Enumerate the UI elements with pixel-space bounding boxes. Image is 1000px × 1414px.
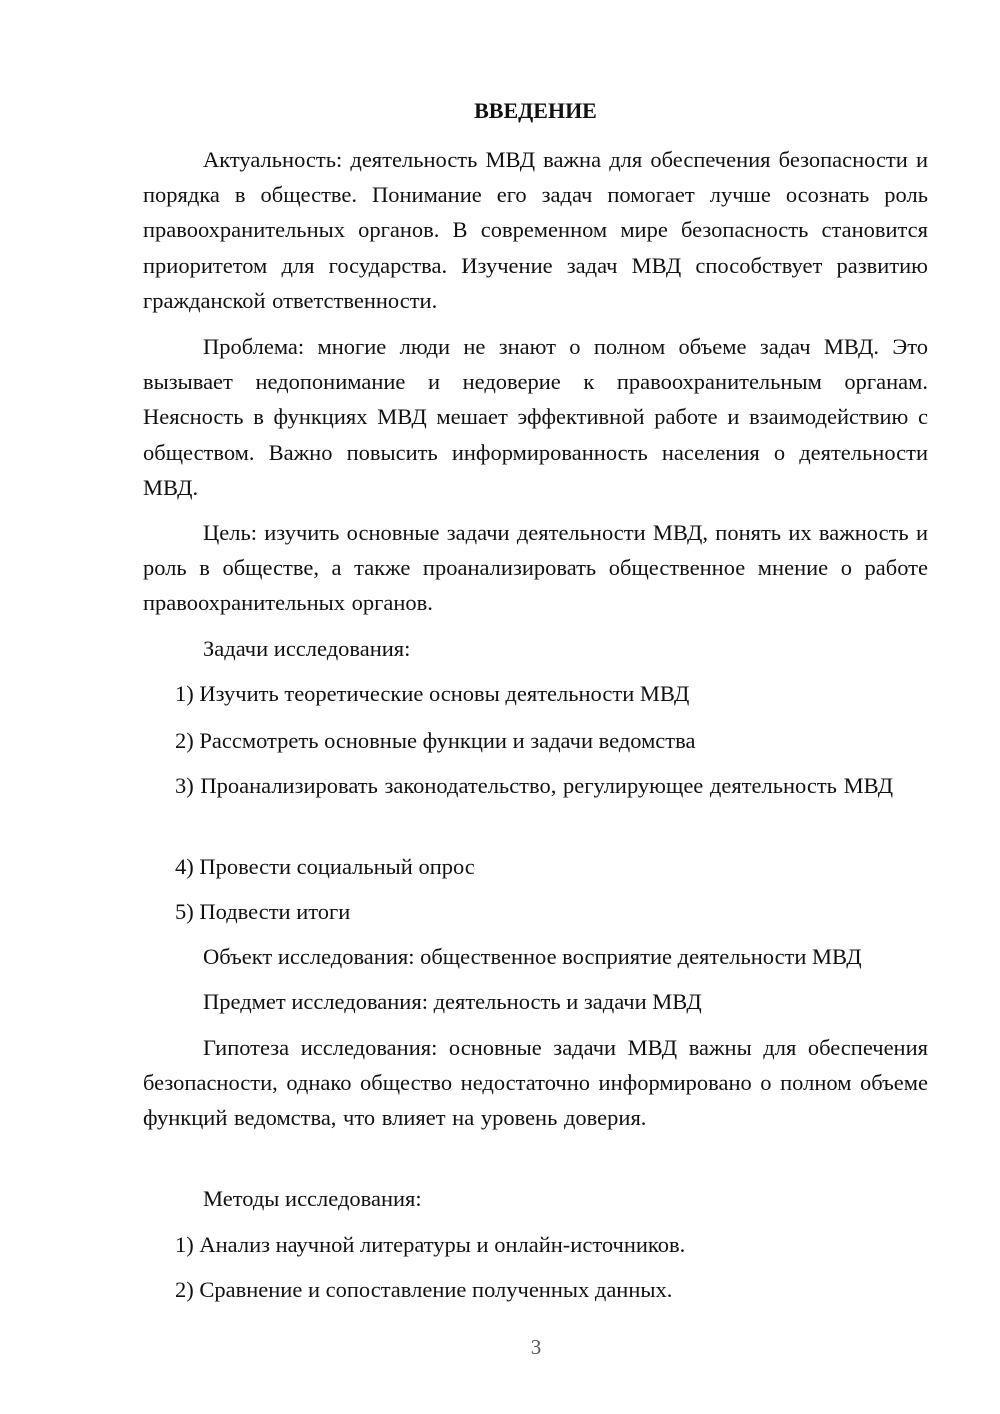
method-item-1: 1) Анализ научной литературы и онлайн-источников. <box>175 1232 686 1257</box>
method-item-2: 2) Сравнение и сопоставление полученных данных. <box>175 1277 673 1302</box>
task-item-3: 3) Проанализировать законодательство, регулирующее деятельность МВД <box>175 773 894 798</box>
task-item-2: 2) Рассмотреть основные функции и задачи ведомства <box>175 728 696 753</box>
paragraph-relevance: Актуальность: деятельность МВД важна для обеспечения безопасности и порядка в обществе. Понимание его задач помогает лучше осознать роль правоохранительных органов. В современном мире безопасность становится приоритетом для государства. Изучение задач МВД способствует развитию гражданской ответственности. <box>143 147 928 313</box>
task-item-4: 4) Провести социальный опрос <box>175 854 475 879</box>
paragraph-problem: Проблема: многие люди не знают о полном объеме задач МВД. Это вызывает недопонимание и недоверие к правоохранительным органам. Неясность в функциях МВД мешает эффективной работе и взаимодействию с обществом. Важно повысить информированность населения о деятельности МВД. <box>143 334 928 500</box>
page-number: 3 <box>530 1335 542 1359</box>
paragraph-hypothesis: Гипотеза исследования: основные задачи МВД важны для обеспечения безопасности, однако общество недостаточно информировано о полном объеме функций ведомства, что влияет на уровень доверия. <box>143 1035 928 1131</box>
methods-heading: Методы исследования: <box>203 1186 422 1211</box>
tasks-heading: Задачи исследования: <box>203 636 411 661</box>
task-item-1: 1) Изучить теоретические основы деятельности МВД <box>175 681 690 706</box>
paragraph-goal: Цель: изучить основные задачи деятельности МВД, понять их важность и роль в обществе, а также проанализировать общественное мнение о работе правоохранительных органов. <box>143 520 928 616</box>
section-title: ВВЕДЕНИЕ <box>474 98 597 123</box>
paragraph-subject: Предмет исследования: деятельность и задачи МВД <box>203 989 702 1014</box>
task-item-5: 5) Подвести итоги <box>175 899 351 924</box>
paragraph-object: Объект исследования: общественное восприятие деятельности МВД <box>203 944 862 969</box>
